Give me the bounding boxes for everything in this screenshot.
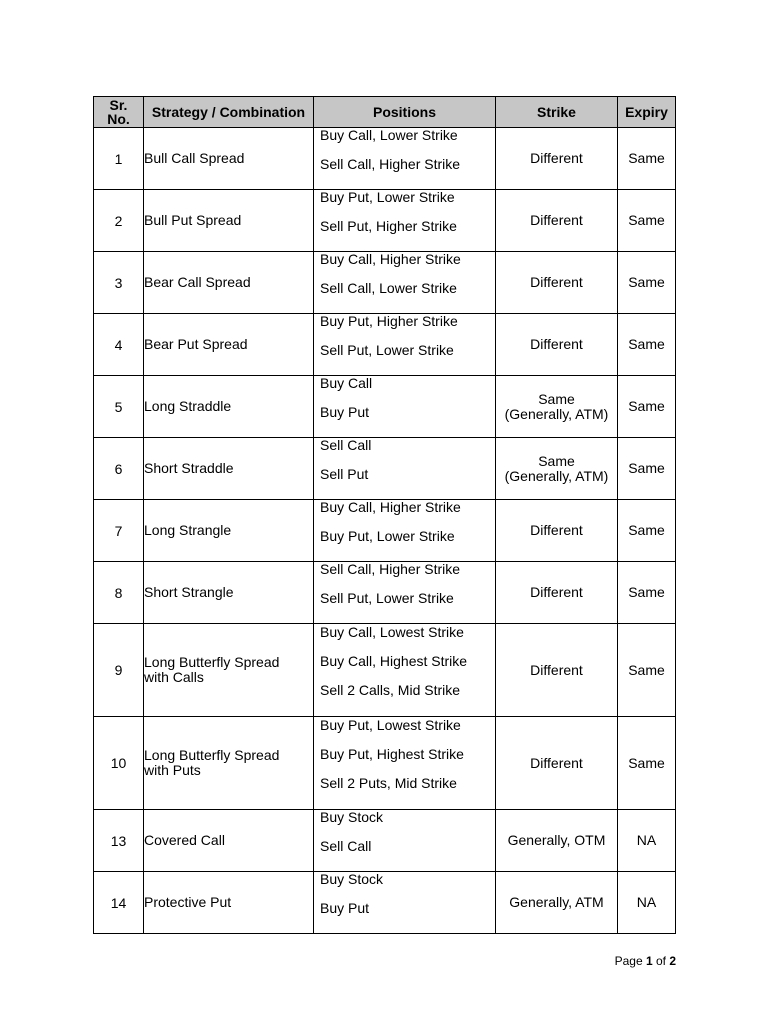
header-sr-no: Sr. No. [94,97,144,128]
position-line: Buy Put, Lower Strike [320,188,455,205]
strategy-cell: Bull Put Spread [144,190,314,252]
position-line: Buy Put [320,403,370,420]
sr-no-cell: 14 [94,872,144,934]
strike-cell: Same (Generally, ATM) [496,376,618,438]
sr-no-cell: 9 [94,624,144,717]
position-line: Buy Stock [320,870,384,887]
position-line: Buy Put, Lower Strike [320,527,455,544]
strike-cell: Different [496,500,618,562]
strategy-cell: Bull Call Spread [144,128,314,190]
position-line: Buy Put, Lowest Strike [320,716,461,733]
position-line: Buy Call, Lower Strike [320,126,458,143]
header-expiry: Expiry [618,97,676,128]
position-line: Buy Put, Higher Strike [320,312,458,329]
strike-cell: Same (Generally, ATM) [496,438,618,500]
expiry-cell: Same [618,624,676,717]
position-line: Buy Stock [320,808,384,825]
position-line: Sell Put, Higher Strike [320,217,457,234]
strategy-cell: Protective Put [144,872,314,934]
position-line: Buy Put, Highest Strike [320,745,464,762]
position-line: Sell Put, Lower Strike [320,589,454,606]
expiry-cell: Same [618,376,676,438]
position-line: Buy Call, Lowest Strike [320,623,464,640]
position-line: Sell Put [320,465,369,482]
strategy-table [93,96,676,934]
positions-cell [314,376,496,438]
strike-cell: Generally, OTM [496,810,618,872]
expiry-cell: Same [618,562,676,624]
strike-cell: Different [496,562,618,624]
table-row [94,190,676,252]
expiry-cell: Same [618,252,676,314]
position-line: Buy Call [320,374,373,391]
position-line: Sell 2 Calls, Mid Strike [320,681,461,698]
strike-cell: Different [496,314,618,376]
sr-no-cell: 2 [94,190,144,252]
table-row [94,438,676,500]
positions-cell [314,562,496,624]
page-word: Page [614,954,646,968]
position-line: Sell Call, Higher Strike [320,560,461,577]
position-line: Buy Call, Higher Strike [320,250,461,267]
table-row [94,314,676,376]
table-row [94,624,676,717]
of-word: of [655,954,670,968]
table-row [94,810,676,872]
strategy-cell: Bear Put Spread [144,314,314,376]
position-line: Sell 2 Puts, Mid Strike [320,774,457,791]
expiry-cell: NA [618,872,676,934]
sr-no-cell: 3 [94,252,144,314]
strategy-cell: Long Straddle [144,376,314,438]
sr-no-cell: 7 [94,500,144,562]
position-line: Buy Call, Highest Strike [320,652,468,669]
positions-cell [314,872,496,934]
strategy-cell: Long Strangle [144,500,314,562]
positions-cell [314,128,496,190]
table-row [94,252,676,314]
position-line: Sell Call, Lower Strike [320,279,457,296]
header-row [94,97,676,128]
strike-cell: Different [496,128,618,190]
position-line: Sell Call, Higher Strike [320,155,461,172]
table-row [94,128,676,190]
expiry-cell: Same [618,500,676,562]
expiry-cell: Same [618,190,676,252]
table-row [94,872,676,934]
positions-cell [314,190,496,252]
positions-cell [314,252,496,314]
table-header [94,97,676,128]
table-row [94,500,676,562]
expiry-cell: NA [618,810,676,872]
position-line: Sell Put, Lower Strike [320,341,454,358]
sr-no-cell: 4 [94,314,144,376]
table-body [94,128,676,934]
expiry-cell: Same [618,314,676,376]
strike-cell: Different [496,624,618,717]
strategy-cell: Long Butterfly Spread with Calls [144,624,314,717]
strategy-cell: Bear Call Spread [144,252,314,314]
positions-cell [314,624,496,717]
header-positions: Positions [314,97,496,128]
positions-cell [314,314,496,376]
strategy-cell: Short Straddle [144,438,314,500]
positions-cell [314,810,496,872]
table-row [94,717,676,810]
positions-cell [314,500,496,562]
expiry-cell: Same [618,438,676,500]
sr-no-cell: 10 [94,717,144,810]
total-pages-number: 2 [669,954,676,968]
position-line: Buy Call, Higher Strike [320,498,461,515]
sr-no-cell: 5 [94,376,144,438]
sr-no-cell: 13 [94,810,144,872]
position-line: Sell Call [320,436,372,453]
strategy-cell: Long Butterfly Spread with Puts [144,717,314,810]
position-line: Buy Put [320,899,370,916]
strike-cell: Different [496,190,618,252]
strike-cell: Different [496,717,618,810]
page-footer [560,954,676,968]
header-strike: Strike [496,97,618,128]
strategy-cell: Short Strangle [144,562,314,624]
sr-no-cell: 1 [94,128,144,190]
position-line: Sell Call [320,837,372,854]
sr-no-cell: 6 [94,438,144,500]
strike-cell: Generally, ATM [496,872,618,934]
table-row [94,562,676,624]
expiry-cell: Same [618,128,676,190]
table-row [94,376,676,438]
header-strategy: Strategy / Combination [144,97,314,128]
positions-cell [314,717,496,810]
expiry-cell: Same [618,717,676,810]
strategy-cell: Covered Call [144,810,314,872]
positions-cell [314,438,496,500]
current-page-number: 1 [645,954,656,968]
strike-cell: Different [496,252,618,314]
sr-no-cell: 8 [94,562,144,624]
